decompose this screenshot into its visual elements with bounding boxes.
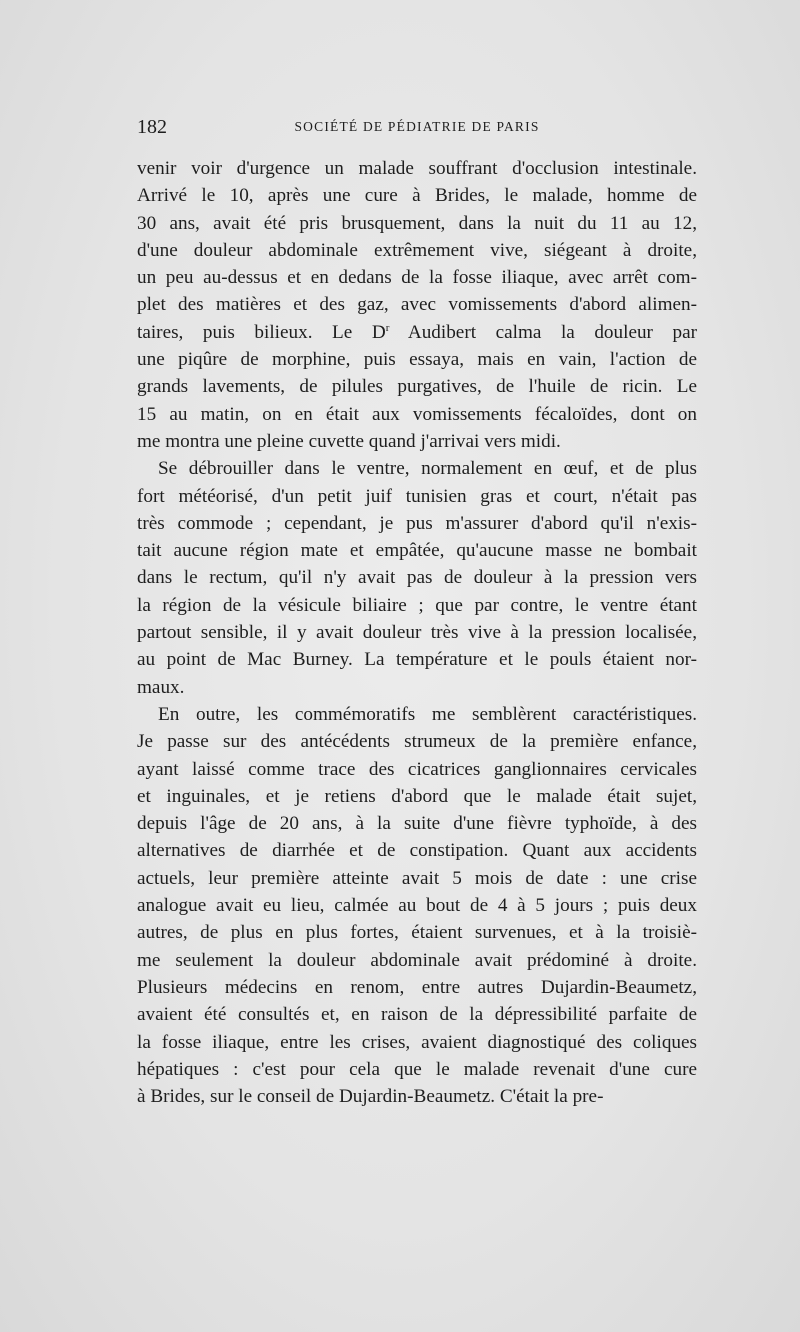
text-line: 15 au matin, on en était aux vomissements fécaloïdes, dont on <box>137 403 697 425</box>
text-line: Je passe sur des antécédents strumeux de la première enfance, <box>137 731 697 753</box>
text-line: Se débrouiller dans le ventre, normalement en œuf, et de plus <box>158 458 697 480</box>
text-line: me seulement la douleur abdominale avait prédominé à droite. <box>137 949 697 971</box>
text-line: tait aucune région mate et empâtée, qu'aucune masse ne bombait <box>137 540 697 562</box>
running-header <box>137 116 697 146</box>
text-line: autres, de plus en plus fortes, étaient survenues, et à la troisiè- <box>137 922 697 944</box>
body-text <box>137 155 697 1110</box>
text-line: taires, puis bilieux. Le $D^r$ Audibert calma la douleur par <box>137 321 697 343</box>
text-line: et inguinales, et je retiens d'abord que le malade était sujet, <box>137 785 697 807</box>
text-line: fort météorisé, d'un petit juif tunisien gras et court, n'était pas <box>137 485 697 507</box>
text-line: la fosse iliaque, entre les crises, avaient diagnostiqué des coliques <box>137 1031 697 1053</box>
book-page <box>137 116 697 1110</box>
text-line: actuels, leur première atteinte avait 5 mois de date : une crise <box>137 867 697 889</box>
text-line: avaient été consultés et, en raison de la dépressibilité parfaite de <box>137 1004 697 1026</box>
paragraph <box>137 455 697 701</box>
page-number: 182 <box>137 116 167 138</box>
text-line: dans le rectum, qu'il n'y avait pas de douleur à la pression vers <box>137 567 697 589</box>
text-line: partout sensible, il y avait douleur très vive à la pression localisée, <box>137 622 697 644</box>
text-line: maux. <box>137 676 185 698</box>
text-line: au point de Mac Burney. La température et le pouls étaient nor- <box>137 649 697 671</box>
text-line: hépatiques : c'est pour cela que le malade revenait d'une cure <box>137 1058 697 1080</box>
text-line: plet des matières et des gaz, avec vomissements d'abord alimen- <box>137 294 697 316</box>
text-line: me montra une pleine cuvette quand j'arrivai vers midi. <box>137 430 561 452</box>
text-line: alternatives de diarrhée et de constipation. Quant aux accidents <box>137 840 697 862</box>
text-line: analogue avait eu lieu, calmée au bout de 4 à 5 jours ; puis deux <box>137 895 697 917</box>
text-line: la région de la vésicule biliaire ; que par contre, le ventre étant <box>137 594 697 616</box>
text-line: ayant laissé comme trace des cicatrices ganglionnaires cervicales <box>137 758 697 780</box>
text-line: En outre, les commémoratifs me semblèrent caractéristiques. <box>158 703 697 725</box>
text-line: à Brides, sur le conseil de Dujardin-Beaumetz. C'était la pre- <box>137 1086 604 1108</box>
text-line: une piqûre de morphine, puis essaya, mais en vain, l'action de <box>137 349 697 371</box>
paragraph <box>137 155 697 455</box>
running-title: SOCIÉTÉ DE PÉDIATRIE DE PARIS <box>294 119 540 134</box>
text-line: Plusieurs médecins en renom, entre autres Dujardin-Beaumetz, <box>137 976 697 998</box>
text-line: depuis l'âge de 20 ans, à la suite d'une fièvre typhoïde, à des <box>137 813 697 835</box>
text-line: d'une douleur abdominale extrêmement vive, siégeant à droite, <box>137 239 697 261</box>
text-line: venir voir d'urgence un malade souffrant d'occlusion intestinale. <box>137 158 697 179</box>
text-line: très commode ; cependant, je pus m'assurer d'abord qu'il n'exis- <box>137 512 697 534</box>
text-line: Arrivé le 10, après une cure à Brides, le malade, homme de <box>137 185 697 207</box>
text-line: grands lavements, de pilules purgatives, de l'huile de ricin. Le <box>137 376 697 398</box>
text-line: 30 ans, avait été pris brusquement, dans la nuit du 11 au 12, <box>137 212 697 234</box>
paragraph <box>137 701 697 1110</box>
text-line: un peu au-dessus et en dedans de la fosse iliaque, avec arrêt com- <box>137 267 697 289</box>
